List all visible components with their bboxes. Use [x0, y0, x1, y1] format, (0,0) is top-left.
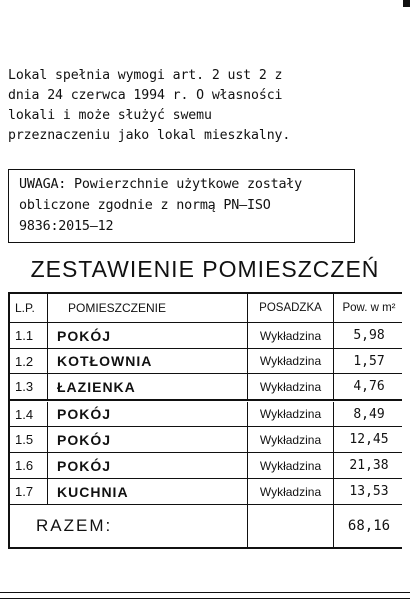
- row-name: POKÓJ: [48, 453, 248, 478]
- row-area: 5,98: [353, 328, 385, 343]
- row-lp: 1.2: [10, 349, 48, 373]
- row-floor: Wykładzina: [248, 323, 334, 348]
- table-row: [10, 323, 402, 349]
- table-row: [10, 479, 402, 505]
- corner-mark: [403, 0, 410, 7]
- total-label: RAZEM:: [10, 505, 248, 547]
- row-floor: Wykładzina: [248, 374, 334, 399]
- row-floor: Wykładzina: [248, 427, 334, 452]
- row-area: 1,57: [353, 353, 385, 369]
- row-floor: Wykładzina: [248, 479, 334, 504]
- header-area: Pow. w m²: [342, 302, 396, 314]
- row-lp: 1.6: [10, 453, 48, 478]
- legal-statement: Lokal spełnia wymogi art. 2 ust 2 z dnia 24 czerwca 1994 r. O własności lokali i może służyć swemu przeznaczeniu jako lokal mieszkalny.: [8, 68, 291, 143]
- row-floor: Wykładzina: [248, 453, 334, 478]
- table-header-row: [10, 294, 402, 323]
- row-lp: 1.1: [10, 323, 48, 348]
- row-lp: 1.3: [10, 374, 48, 399]
- row-floor: Wykładzina: [248, 349, 334, 373]
- divider-line: [0, 592, 410, 593]
- row-name: POKÓJ: [48, 427, 248, 452]
- note-box: [8, 169, 355, 243]
- row-lp: 1.4: [10, 402, 48, 426]
- row-area: 12,45: [349, 432, 389, 447]
- table-row: [10, 402, 402, 427]
- divider-line: [0, 598, 410, 599]
- table-row: [10, 453, 402, 479]
- note-text: UWAGA: Powierzchnie użytkowe zostały obliczone zgodnie z normą PN–ISO 9836:2015–12: [19, 177, 303, 234]
- total-floor-empty: [248, 505, 334, 547]
- row-area: 4,76: [353, 379, 385, 394]
- rooms-table: [8, 292, 402, 549]
- table-row: [10, 349, 402, 374]
- row-name: KOTŁOWNIA: [48, 349, 248, 373]
- row-area: 13,53: [349, 484, 389, 499]
- row-name: ŁAZIENKA: [48, 374, 248, 399]
- row-name: POKÓJ: [48, 323, 248, 348]
- table-row: [10, 427, 402, 453]
- table-row: [10, 374, 402, 401]
- row-area: 21,38: [349, 458, 389, 473]
- total-value: 68,16: [347, 518, 391, 534]
- table-title: ZESTAWIENIE POMIESZCZEŃ: [30, 256, 380, 282]
- row-name: POKÓJ: [48, 402, 248, 426]
- row-name: KUCHNIA: [48, 479, 248, 504]
- header-name: POMIESZCZENIE: [48, 294, 248, 322]
- row-floor: Wykładzina: [248, 402, 334, 426]
- header-lp: L.P.: [10, 294, 48, 322]
- row-area: 8,49: [353, 406, 385, 422]
- header-floor: POSADZKA: [248, 294, 334, 322]
- row-lp: 1.7: [10, 479, 48, 504]
- total-row: [10, 505, 402, 547]
- row-lp: 1.5: [10, 427, 48, 452]
